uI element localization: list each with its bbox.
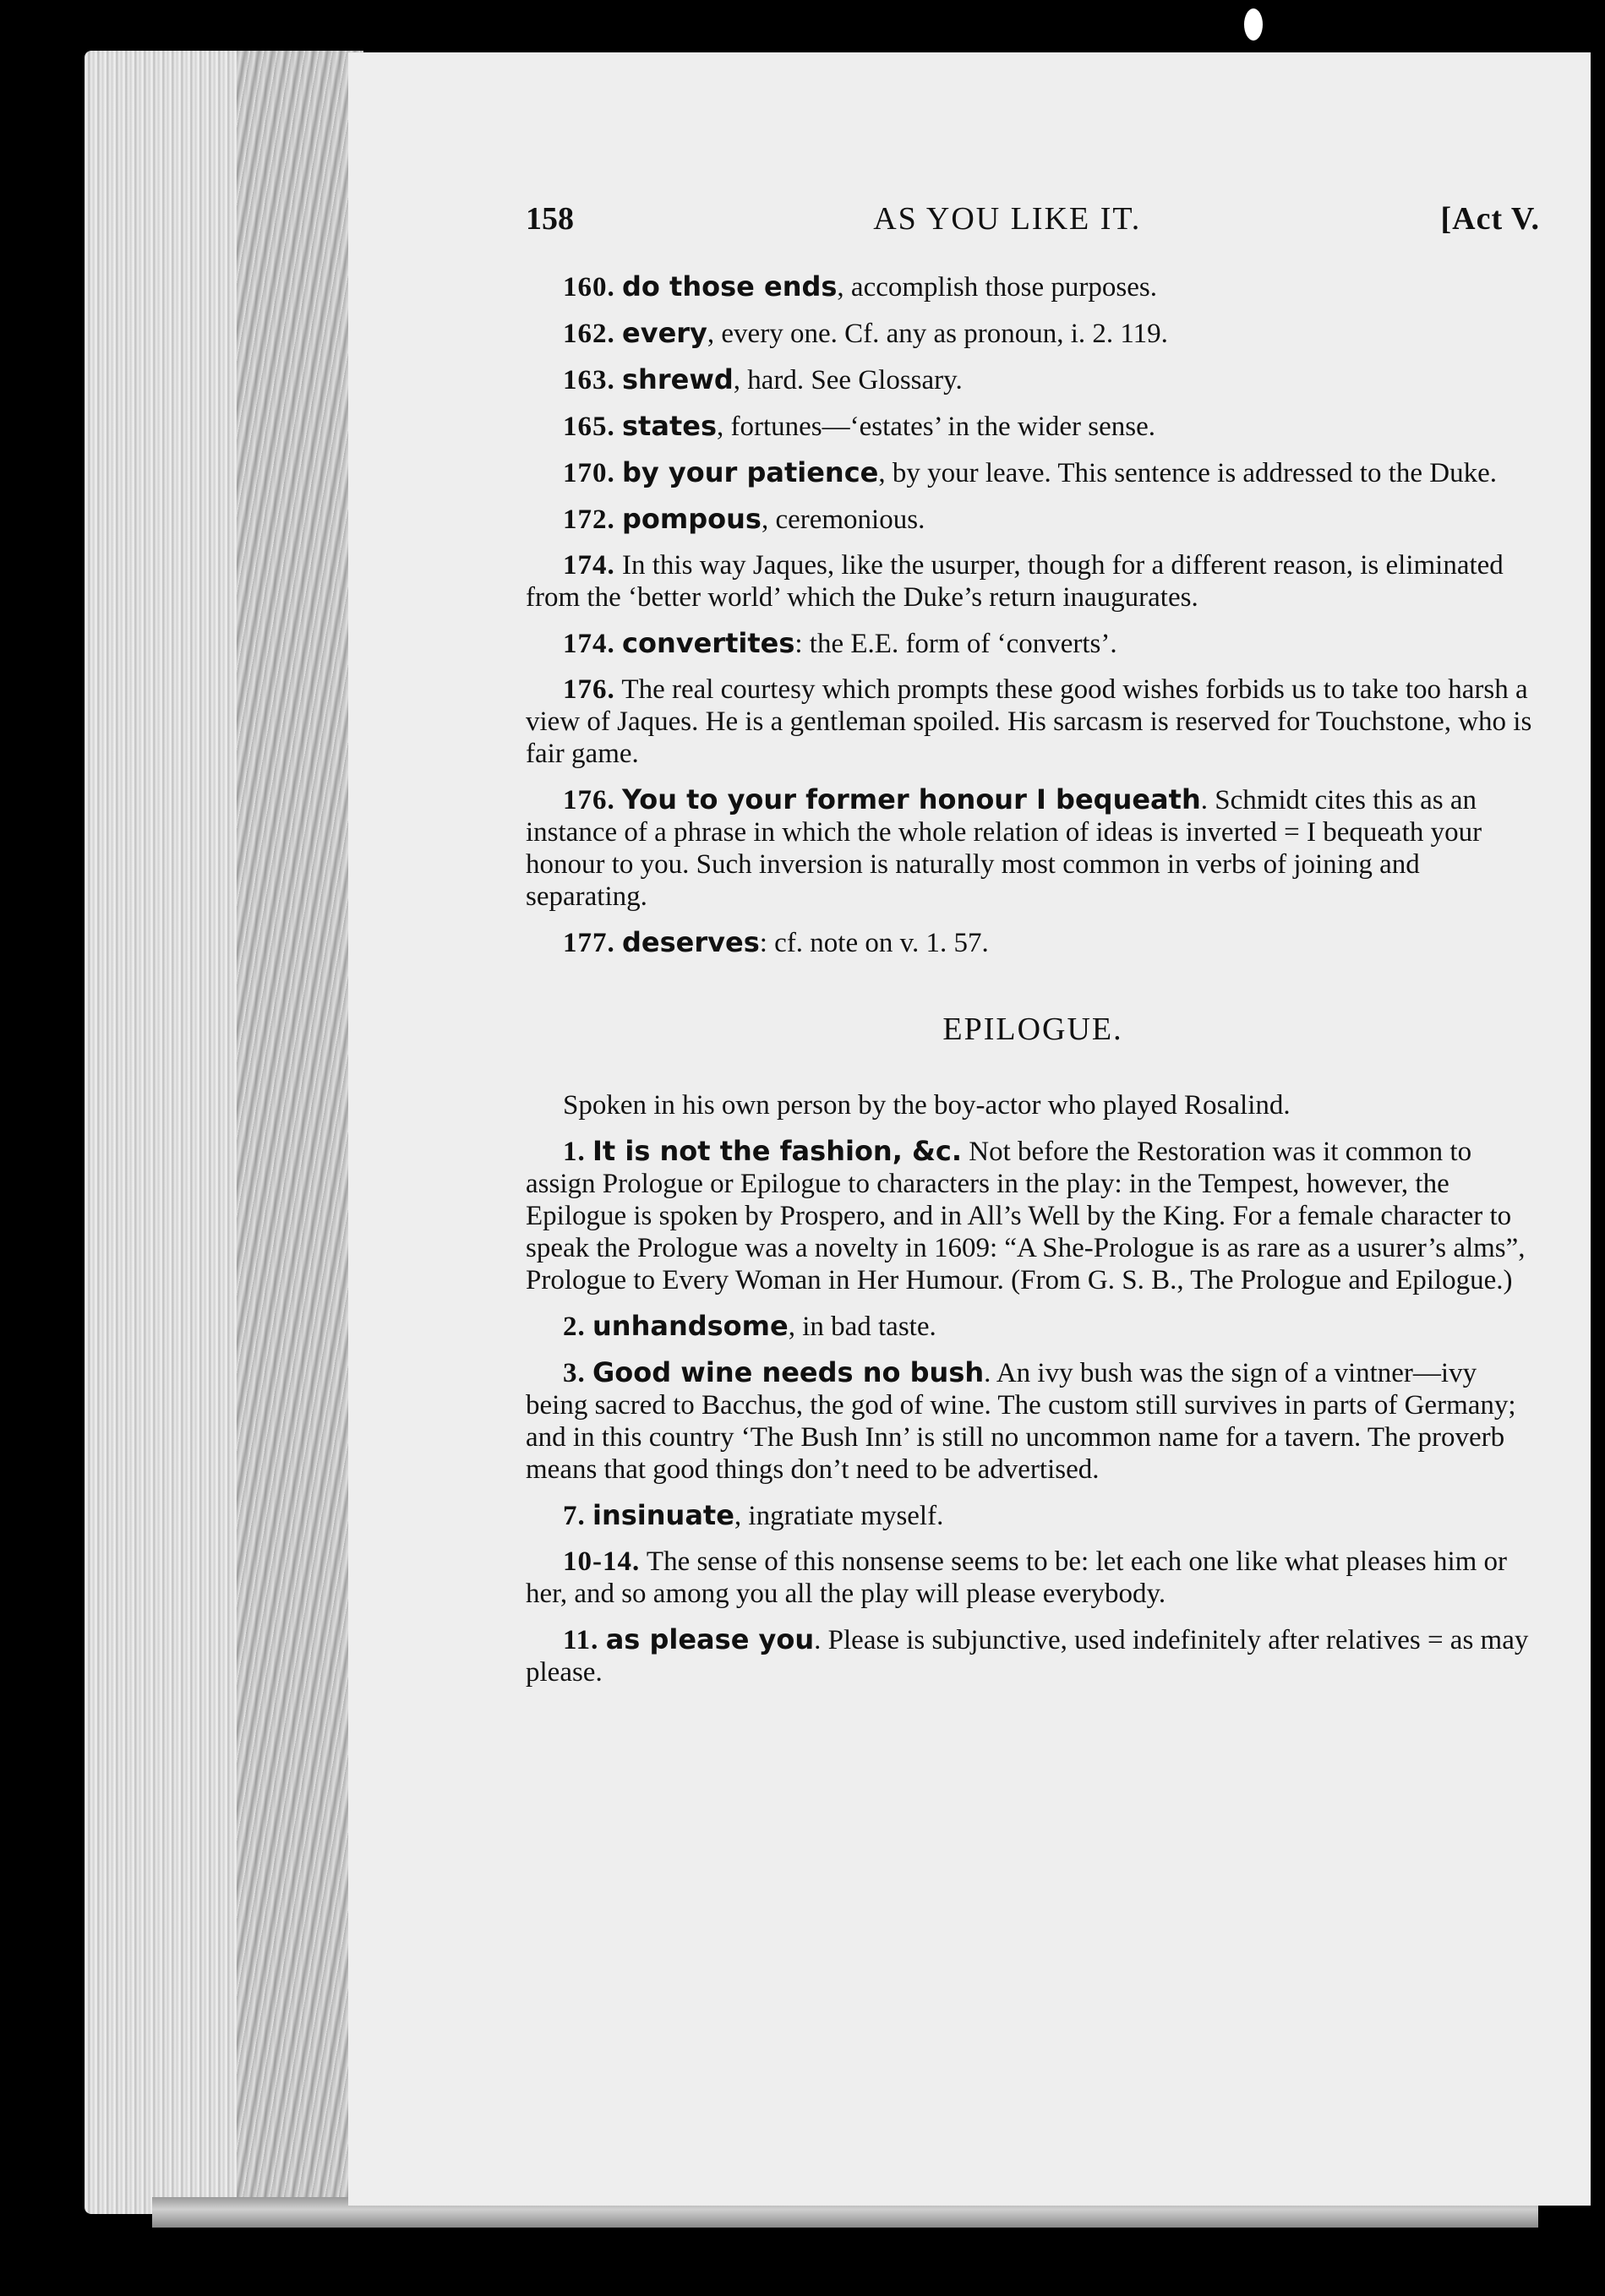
note-keyword: shrewd [622,363,734,395]
note-keyword: You to your former honour I bequeath [622,783,1201,815]
note-keyword: convertites [622,627,795,659]
note-entry [526,363,1540,396]
note-entry [526,926,1540,959]
note-keyword: It is not the fashion, &c. [592,1135,963,1167]
note-line-number: 177. [563,928,615,958]
note-line-number: 2. [563,1312,586,1342]
running-title: AS YOU LIKE IT. [873,201,1142,237]
note-keyword: insinuate [592,1499,734,1531]
note-line-number: 3. [563,1358,586,1388]
note-line-number: 174. [563,629,615,659]
note-text: In this way Jaques, like the usurper, though for a different reason, is eliminated from the ‘better world’ which the Duke’s return inaugurates. [526,550,1504,613]
note-entry [526,783,1540,913]
note-line-number: 1. [563,1137,586,1167]
note-entry [526,674,1540,770]
note-keyword: every [622,317,707,349]
note-line-number: 165. [563,412,615,442]
note-text: The real courtesy which prompts these good wishes forbids us to take too harsh a view of Jaques. He is a gentleman spoiled. His sarcasm is reserved for Touchstone, who is fair game. [526,674,1532,769]
note-keyword: deserves [622,926,760,958]
note-keyword: Good wine needs no bush [592,1356,985,1388]
note-text: . An ivy bush was the sign of a vintner—ivy being sacred to Bacchus, the god of wine. The custom still survives in parts of Germany; and in this country ‘The Bush Inn’ is still no uncommon name for a tavern. The proverb means that good things don’t need to be advertised. [526,1358,1516,1485]
note-text: , hard. See Glossary. [733,365,963,395]
notes-list [526,270,1540,959]
epilogue-title: EPILOGUE. [942,1012,1123,1047]
note-entry [526,549,1540,614]
note-text: , accomplish those purposes. [837,272,1157,303]
note-entry [526,627,1540,660]
note-text: , fortunes—‘estates’ in the wider sense. [716,412,1155,442]
note-line-number: 160. [563,272,615,303]
note-text: , in bad taste. [788,1312,936,1342]
note-entry [526,456,1540,489]
note-entry [526,1135,1540,1296]
note-entry [526,1356,1540,1486]
note-entry [526,1310,1540,1343]
epilogue-intro: Spoken in his own person by the boy-actor who played Rosalind. [563,1090,1291,1121]
note-text: , ingratiate myself. [734,1501,944,1531]
note-line-number: 174. [563,550,615,581]
note-text: : the E.E. form of ‘converts’. [794,629,1117,659]
page-number: 158 [526,201,574,237]
note-line-number: 172. [563,504,615,535]
running-header [526,203,1540,235]
note-keyword: as please you [605,1623,815,1655]
note-entry [526,1546,1540,1610]
page-content [526,203,1540,1702]
note-entry [526,503,1540,536]
note-text: The sense of this nonsense seems to be: let each one like what pleases him or her, and so among you all the play will please everybody. [526,1546,1508,1609]
note-entry [526,1623,1540,1688]
note-entry [526,410,1540,443]
note-entry [526,317,1540,350]
note-line-number: 7. [563,1501,586,1531]
note-text: , ceremonious. [761,504,925,535]
note-keyword: unhandsome [592,1310,789,1342]
note-line-number: 176. [563,785,615,815]
note-text: , every one. Cf. any as pronoun, i. 2. 119. [707,319,1168,349]
note-keyword: pompous [622,503,762,535]
epilogue-notes-list [526,1135,1540,1688]
page-edges [85,51,363,2214]
note-text: . Schmidt cites this as an instance of a phrase in which the whole relation of ideas is inverted = I bequeath your honour to you. Such inversion is naturally most common in verbs of joining and separating. [526,785,1482,912]
note-keyword: do those ends [622,270,838,303]
note-line-number: 162. [563,319,615,349]
note-keyword: states [622,410,717,442]
note-entry [526,270,1540,303]
note-line-number: 170. [563,458,615,488]
note-entry [526,1499,1540,1532]
note-line-number: 10-14. [563,1546,641,1577]
note-text: . Please is subjunctive, used indefinitely after relatives = as may please. [526,1625,1529,1688]
note-text: Not before the Restoration was it common to assign Prologue or Epilogue to characters in the play: in the Tempest, however, the Epilogue is spoken by Prospero, and in All’s Well by the King. For a female character to speak the Prologue was a novelty in 1609: “A She-Prologue is as rare as a usurer’s alms”, Prologue to Every Woman in Her Humour. (From G. S. B., The Prologue and Epilogue.) [526,1137,1526,1295]
note-keyword: by your patience [622,456,879,488]
note-line-number: 176. [563,674,615,705]
note-line-number: 11. [563,1625,599,1655]
note-text: , by your leave. This sentence is addressed to the Duke. [878,458,1497,488]
act-label: [Act V. [1440,201,1540,237]
note-text: : cf. note on v. 1. 57. [759,928,989,958]
note-line-number: 163. [563,365,615,395]
scan-mark [1244,8,1263,41]
